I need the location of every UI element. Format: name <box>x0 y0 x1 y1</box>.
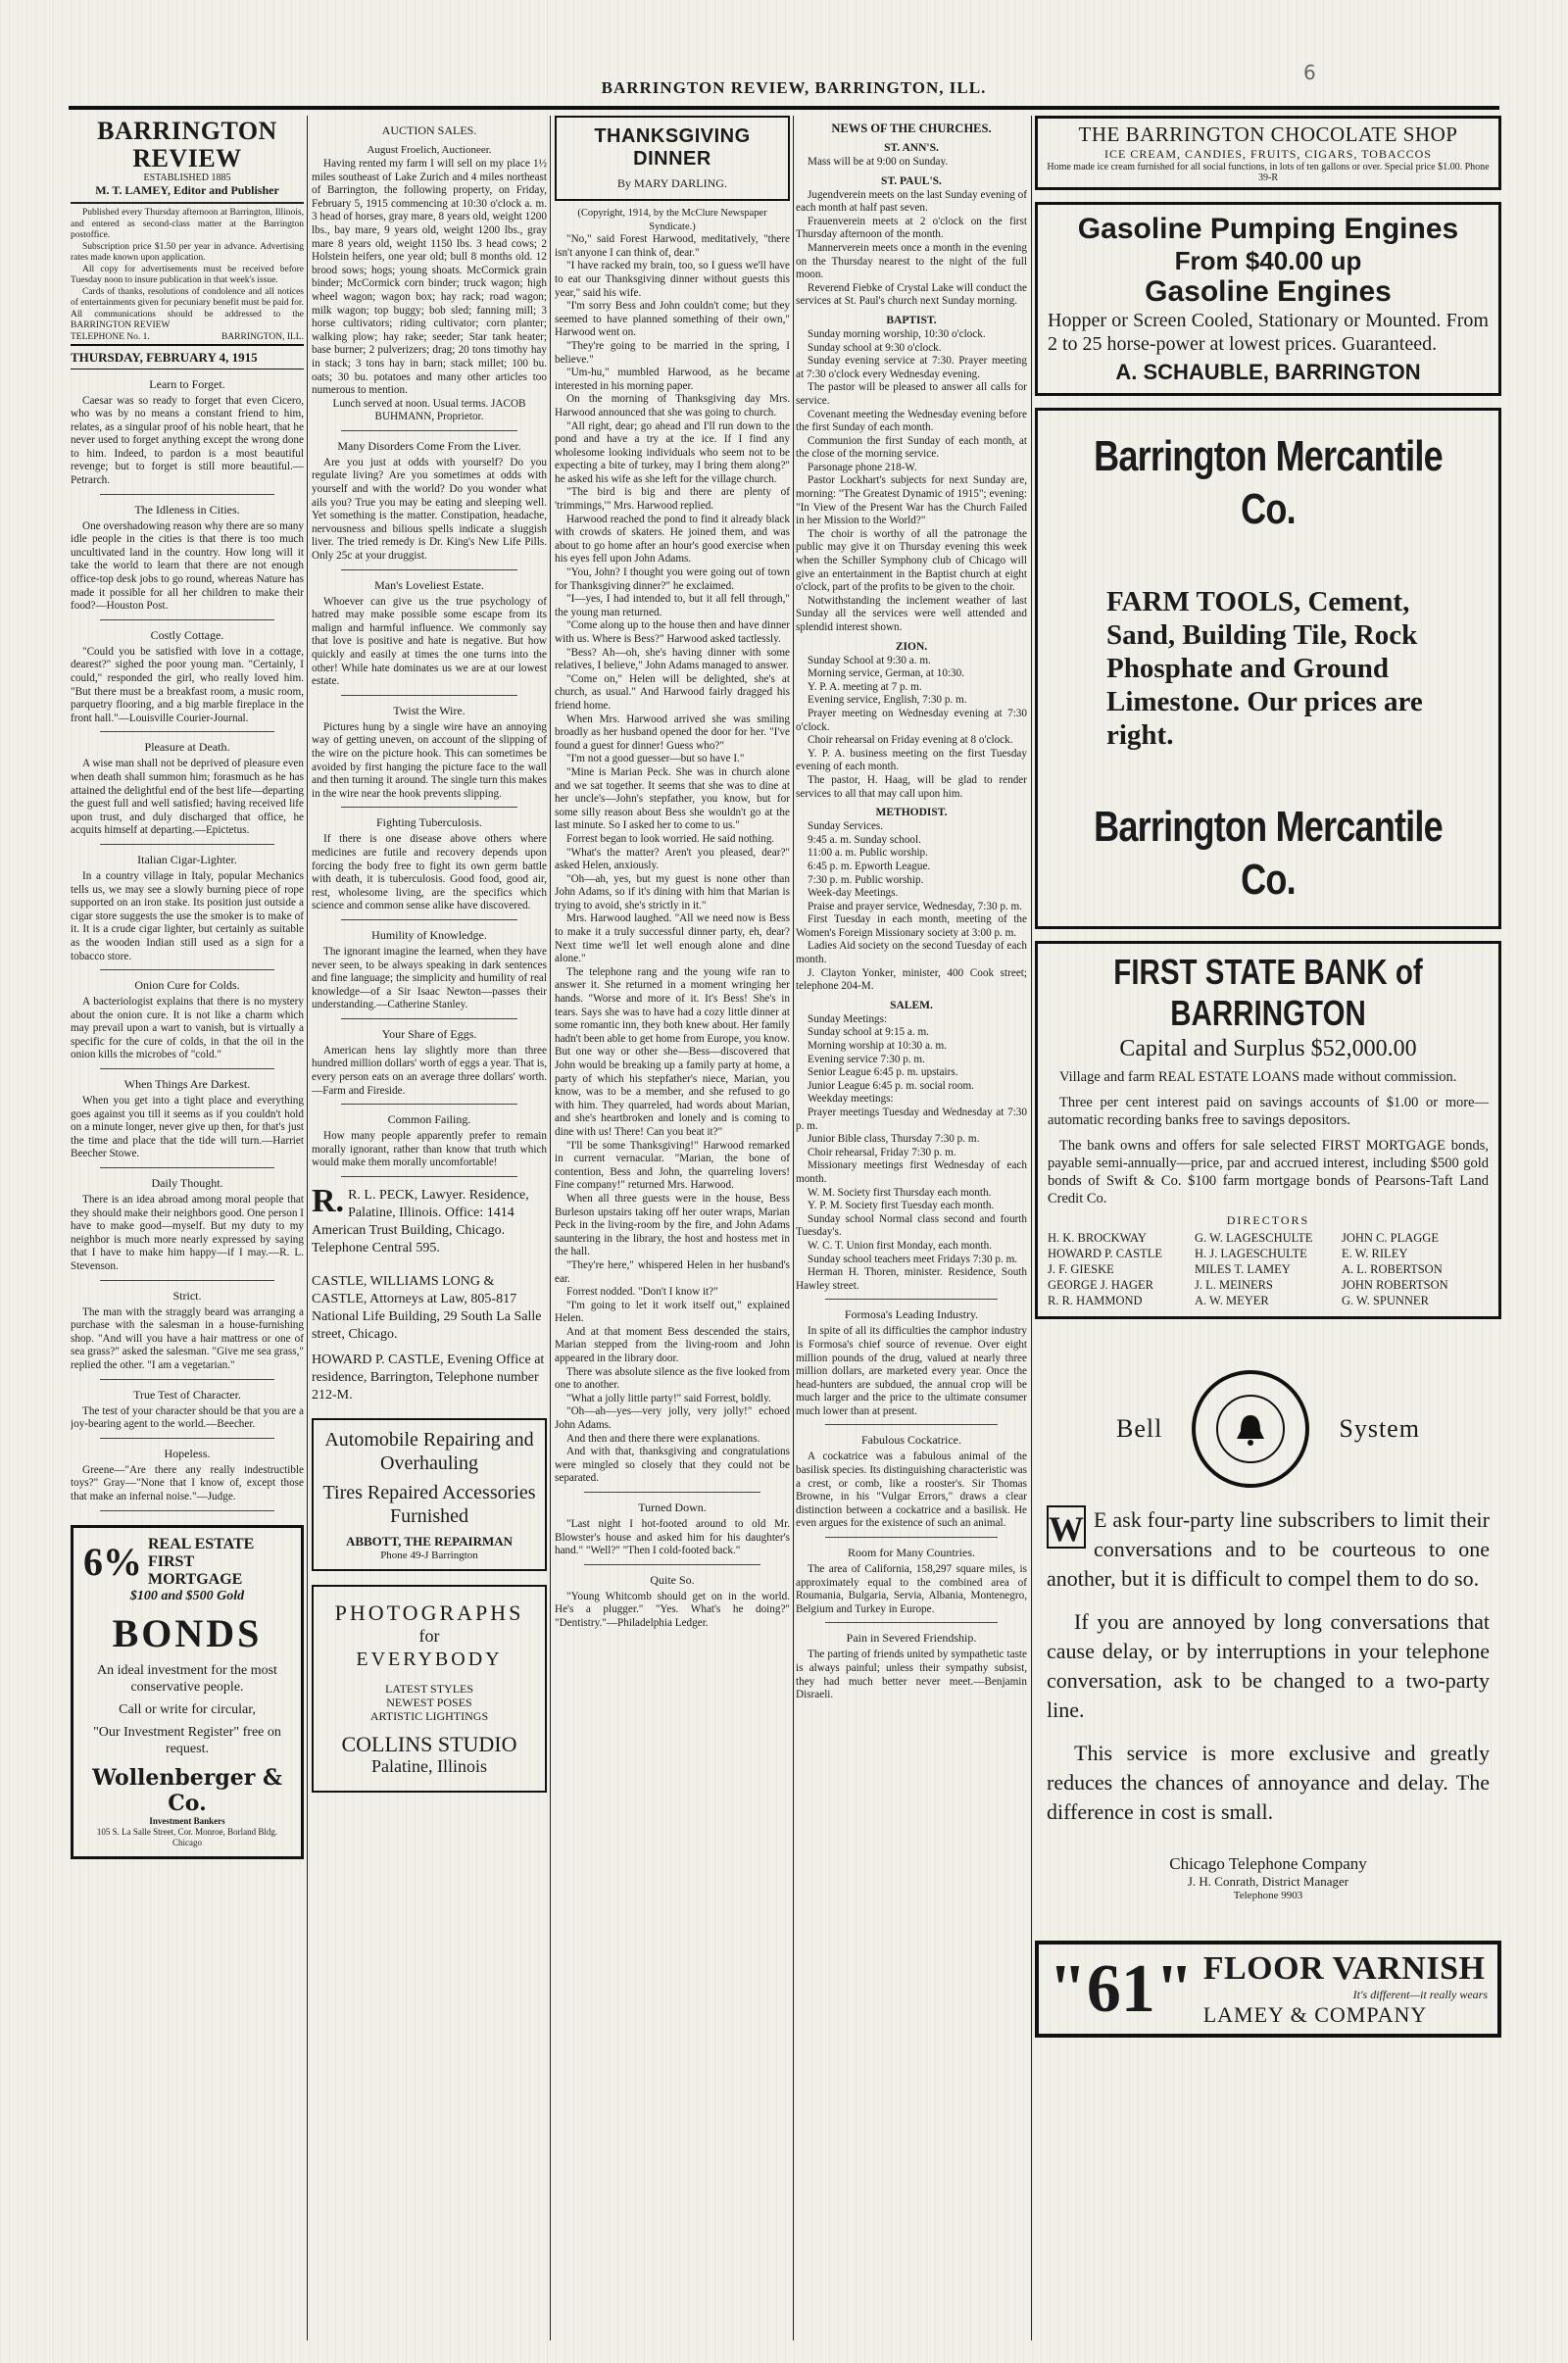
article-separator <box>341 1176 517 1177</box>
gas-heading-2: Gasoline Engines <box>1145 275 1392 308</box>
story-paragraph: "I'm going to let it work itself out," explained Helen. <box>555 1299 790 1325</box>
mercantile-ad <box>1035 408 1501 929</box>
bell-row <box>1035 1370 1501 1488</box>
bell-text-3: This service is more exclusive and greatly reduces the chances of annoyance and delay. The difference in cost is small. <box>1047 1741 1490 1824</box>
masthead-published: Published every Thursday afternoon at Barrington, Illinois, and entered as second-class matter at the Barrington postoffice. <box>71 208 304 240</box>
photo-ad-line-1: LATEST STYLES <box>384 1682 474 1697</box>
masthead-copy-note: All copy for advertisements must be received before Tuesday noon to insure publication in that week's issue. <box>71 264 304 285</box>
article-separator <box>100 1510 274 1511</box>
mercantile-body: FARM TOOLS, Cement, Sand, Building Tile, Rock Phosphate and Ground Limestone. Our prices are right. <box>1106 586 1423 751</box>
church-notice: Missionary meetings first Wednesday of each month. <box>796 1159 1027 1185</box>
church-sections <box>796 142 1027 1293</box>
bank-director: GEORGE J. HAGER <box>1048 1278 1153 1292</box>
church-notice: Y. P. M. Society first Tuesday each month. <box>808 1200 995 1212</box>
church-notice: Senior League 6:45 p. m. upstairs. <box>808 1066 958 1079</box>
story-paragraph: And then and there there were explanations. <box>566 1432 760 1445</box>
bonds-ad <box>71 1525 304 1859</box>
article-heading: Pleasure at Death. <box>144 740 230 755</box>
article-separator <box>100 619 274 620</box>
bank-director: E. W. RILEY <box>1342 1247 1408 1260</box>
church-name: METHODIST. <box>875 807 948 819</box>
article-body: The man with the straggly beard was arranging a purchase with the salesman in a house-furnishing shop. "And will you have a hair mattress or one of sea grass?" asked the salesman. "Give me sea grass," replied the other. "I am a vegetarian." <box>71 1305 304 1371</box>
church-notice: Prayer meeting on Wednesday evening at 7:30 o'clock. <box>796 707 1027 733</box>
bank-director: H. J. LAGESCHULTE <box>1195 1247 1307 1260</box>
story-paragraph: And with that, thanksgiving and congratulations were mingled so closely that they could not be separated. <box>555 1446 790 1485</box>
gas-price: From $40.00 up <box>1174 246 1362 275</box>
church-notice: W. C. T. Union first Monday, each month. <box>808 1239 992 1252</box>
bank-capital: Capital and Surplus $52,000.00 <box>1119 1036 1417 1061</box>
story-paragraph: "Come on," Helen will be delighted, she's at church, as usual." And Harwood fairly dragged his friend home. <box>555 672 790 712</box>
mercantile-name-bottom: Barrington Mercantile Co. <box>1094 803 1443 904</box>
church-notice: Frauenverein meets at 2 o'clock on the first Thursday afternoon of the month. <box>796 215 1027 241</box>
chocolate-shop-ad <box>1035 116 1501 190</box>
bonds-text-1: An ideal investment for the most conservative people. <box>97 1662 277 1695</box>
church-notice: Week-day Meetings. <box>808 887 899 900</box>
bonds-firm-sub: Investment Bankers <box>149 1815 225 1826</box>
article-heading: Hopeless. <box>164 1446 211 1460</box>
story-header <box>555 116 790 201</box>
system-word: System <box>1339 1414 1420 1443</box>
article-separator <box>584 1492 760 1493</box>
varnish-ad <box>1035 1941 1501 2038</box>
article-heading: Learn to Forget. <box>149 376 225 391</box>
story-body <box>555 233 790 1486</box>
article-separator <box>825 1424 998 1425</box>
article-heading: Fabulous Cockatrice. <box>861 1433 961 1448</box>
bonds-text-3: "Our Investment Register" free on request. <box>93 1724 281 1756</box>
bell-dropcap: W <box>1047 1505 1086 1549</box>
church-notice: Notwithstanding the inclement weather of last Sunday all the services were well attended and splendid interest shown. <box>796 594 1027 633</box>
masthead-cards: Cards of thanks, resolutions of condolence and all notices of entertainments given for pecuniary benefit must be paid for. <box>71 286 304 308</box>
bell-word: Bell <box>1116 1414 1163 1443</box>
varnish-text <box>1203 1950 1488 2028</box>
story-title: THANKSGIVING DINNER <box>594 125 751 170</box>
church-notice: The choir is worthy of all the patronage the public may give it on Thursday evening this week when the Schiller Symphony club of Chicago will give an entertainment in the Baptist church at eight o'clock, part of the profits to be given to the choir. <box>796 527 1027 594</box>
bank-director: J. L. MEINERS <box>1195 1278 1273 1292</box>
article-heading: Common Failing. <box>387 1112 471 1127</box>
bank-text-3: The bank owns and offers for sale selected FIRST MORTGAGE bonds, payable semi-annually—price, par and accrued interest, including $500 gold bonds of Swift & Co. $100 farm mortgage bonds of Pearsons-Taft Land Credit Co. <box>1048 1138 1489 1206</box>
article-separator <box>100 844 274 845</box>
card-peck-initial: R. <box>312 1183 345 1220</box>
masthead-title: BARRINGTON REVIEW <box>97 117 277 172</box>
photo-ad-line-3: ARTISTIC LIGHTINGS <box>369 1709 489 1724</box>
church-name: ST. PAUL'S. <box>881 174 942 187</box>
church-notice: 7:30 p. m. Public worship. <box>808 873 924 886</box>
church-notice: Sunday school at 9:30 o'clock. <box>808 341 942 354</box>
article-body: How many people apparently prefer to remain morally ignorant, rather than know that truth which would make them morally uncomfortable! <box>312 1130 547 1169</box>
article-heading: When Things Are Darkest. <box>123 1077 251 1092</box>
auto-repair-phone: Phone 49-J Barrington <box>380 1550 478 1562</box>
church-notice: The pastor, H. Haag, will be glad to render services to all that may call upon him. <box>796 773 1027 800</box>
church-notice: Morning worship at 10:30 a. m. <box>808 1040 948 1053</box>
article-separator <box>100 494 274 495</box>
article-heading: Formosa's Leading Industry. <box>844 1307 979 1322</box>
gas-text: Hopper or Screen Cooled, Stationary or Mounted. From 2 to 25 horse-power at lowest prices. Guaranteed. <box>1048 310 1489 355</box>
story-paragraph: "What's the matter? Aren't you pleased, dear?" asked Helen, anxiously. <box>555 846 790 872</box>
article-heading: Onion Cure for Colds. <box>134 978 240 993</box>
filler-body: "Last night I hot-footed around to old Mr. Blowster's house and asked him for his daughter's hand." "Well?" "Then I cold-footed back." <box>555 1518 790 1557</box>
story-paragraph: "They're here," whispered Helen in her husband's ear. <box>555 1258 790 1285</box>
story-paragraph: When Mrs. Harwood arrived she was smiling broadly as her husband opened the door for her. "I've found a guest for dinner! Guess who?" <box>555 713 790 752</box>
story-paragraph: "Come along up to the house then and have dinner with us. Where is Bess?" Harwood asked tactlessly. <box>555 619 790 645</box>
article-heading: The Idleness in Cities. <box>134 502 240 517</box>
church-notice: W. M. Society first Thursday each month. <box>808 1186 992 1199</box>
masthead-telephone: TELEPHONE No. 1. <box>71 331 150 342</box>
filler-heading: Turned Down. <box>638 1501 707 1514</box>
bank-director: R. R. HAMMOND <box>1048 1294 1143 1307</box>
church-notice: Weekday meetings: <box>808 1093 894 1106</box>
church-notice: J. Clayton Yonker, minister, 400 Cook street; telephone 204-M. <box>796 966 1027 993</box>
bonds-address: 105 S. La Salle Street, Cor. Monroe, Borland Bldg. Chicago <box>96 1826 278 1847</box>
article-heading: Humility of Knowledge. <box>371 927 487 942</box>
article-heading: Daily Thought. <box>151 1176 223 1191</box>
article-body: A cockatrice was a fabulous animal of the basilisk species. Its distinguishing characteristic was a crest, or comb, like a rooster's. Sir Thomas Browne, in his "Vulgar Errors," draws a clear distinction between a cockatrice and a basilisk. He even argues for the existence of such an animal. <box>796 1451 1027 1530</box>
church-notice: Parsonage phone 218-W. <box>808 461 917 473</box>
bank-text-2: Three per cent interest paid on savings accounts of $1.00 or more—automatic recording banks free to savings depositors. <box>1048 1095 1489 1128</box>
mercantile-name-top: Barrington Mercantile Co. <box>1094 432 1443 533</box>
photo-ad-line-2: NEWEST POSES <box>386 1696 472 1710</box>
article-body: The area of California, 158,297 square miles, is approximately equal to the combined area of Roumania, Bulgaria, Servia, Albania, Montenegro, Belgium and Turkey in Europe. <box>796 1563 1027 1615</box>
story-copyright: (Copyright, 1914, by the McClure Newspaper Syndicate.) <box>577 208 767 232</box>
column-2 <box>312 116 547 2340</box>
church-notice: Sunday school Normal class second and fourth Tuesday's. <box>796 1212 1027 1239</box>
church-notice: Reverend Fiebke of Crystal Lake will conduct the services at St. Paul's church next Sunday morning. <box>796 281 1027 308</box>
story-paragraph: "I'm not a good guesser—but so have I." <box>566 753 745 765</box>
article-body: In a country village in Italy, popular Mechanics tells us, we may see a slowly burning piece of rope supported on an iron stake. Its position just outside a cigar store suggests the use the smoker is to make of it. It is a crude cigar lighter, but certainly as suitable as the wooden Indian still used as a sign for a tobacco store. <box>71 869 304 962</box>
bonds-denominations: $100 and $500 Gold <box>129 1588 245 1603</box>
bonds-heading: BONDS <box>112 1610 263 1655</box>
column-rule <box>307 116 308 2340</box>
photo-ad-city: Palatine, Illinois <box>371 1756 487 1777</box>
church-notice: 11:00 a. m. Public worship. <box>808 847 928 860</box>
column-2-articles <box>312 123 547 1177</box>
church-notice: Covenant meeting the Wednesday evening before the first Sunday of each month. <box>796 408 1027 434</box>
story-paragraph: "The bird is big and there are plenty of 'trimmings,'" Mrs. Harwood replied. <box>555 486 790 513</box>
bonds-firm: Wollenberger & Co. <box>92 1764 282 1816</box>
church-notice: Choir rehearsal on Friday evening at 8 o'clock. <box>808 734 1013 747</box>
bell-text-1 <box>1035 1505 1501 1594</box>
photo-ad-studio: COLLINS STUDIO <box>341 1732 517 1757</box>
bell-seal-inner <box>1216 1395 1285 1463</box>
article-separator <box>341 430 517 431</box>
article-heading: True Test of Character. <box>133 1387 241 1402</box>
photo-ad-for: for <box>418 1626 440 1647</box>
masthead-subscription: Subscription price $1.50 per year in advance. Advertising rates made known upon application. <box>71 241 304 263</box>
article-body: Are you just at odds with yourself? Do you regulate living? Are you sometimes at odds with yourself and with the world? Do you wonder what ails you? True you may be eating and sleeping well. Yet something is the matter. Constipation, headache, nervousness and bilious spells indicate a sluggish liver. The tried remedy is Dr. King's New Life Pills. Only 25c at your druggist. <box>312 456 547 563</box>
story-paragraph: Mrs. Harwood laughed. "All we need now is Bess to make it a truly successful dinner party, eh, dear? Next time we'll let well enough alone and dine alone." <box>555 912 790 965</box>
article-heading: Man's Loveliest Estate. <box>374 577 484 592</box>
article-separator <box>341 1018 517 1019</box>
church-notice: Evening service 7:30 p. m. <box>808 1053 925 1065</box>
article-separator <box>341 695 517 696</box>
column-4 <box>796 116 1027 2340</box>
article-body: Caesar was so ready to forget that even Cicero, who was by no means a constant friend to him, relates, as a singular proof of his noble heart, that he never used to forget anything except the wrong done to him. Indeed, to pardon is a most beautiful revenge; but to forget is still more beautiful.—Petrarch. <box>71 394 304 487</box>
varnish-tagline: It's different—it really wears <box>1352 1988 1488 2001</box>
article-separator <box>584 1564 760 1565</box>
article-body: The ignorant imagine the learned, when they have never seen, to be always speaking in dark sentences and fine language; the simplicity and humility of real knowledge—of a Sir Isaac Newton—passes their understanding.—Catherine Stanley. <box>312 945 547 1011</box>
article-body: If there is one disease above others where medicines are futile and recovery depends upon forcing the body free to fight its own germ battle with death, it is tuberculosis. Good food, good air, rest, wholesome living, are the specifics which science and common sense alike have discovered. <box>312 833 547 912</box>
column-1-articles <box>71 377 304 1511</box>
church-name: BAPTIST. <box>886 314 937 326</box>
column-4-misc <box>796 1299 1027 1701</box>
masthead-address: All communications should be addressed to the BARRINGTON REVIEW <box>71 309 304 330</box>
filler-heading: Quite So. <box>650 1572 695 1587</box>
article-body: The parting of friends united by sympathetic taste is always painful; unless their sympathy subsist, they had much better never meet.—Benjamin Disraeli. <box>796 1649 1027 1701</box>
masthead-contact <box>71 332 304 346</box>
church-notice: Sunday evening service at 7:30. Prayer meeting at 7:30 o'clock every Wednesday evening. <box>796 355 1027 380</box>
church-name: ZION. <box>895 640 928 653</box>
column-5 <box>1035 116 1501 2340</box>
bonds-ad-top <box>83 1536 291 1589</box>
folio-number: 6 <box>1303 61 1316 84</box>
article-separator <box>100 1280 274 1281</box>
story-paragraph: "I'll be some Thanksgiving!" Harwood remarked in current vernacular. "Marian, the bone of contention, Bess and John, the quarreling lovers! Fine company!" returned Mrs. Harwood. <box>555 1139 790 1192</box>
story-paragraph: "Um-hu," mumbled Harwood, as he became interested in his morning paper. <box>555 367 790 392</box>
church-notice: Praise and prayer service, Wednesday, 7:30 p. m. <box>808 900 1023 912</box>
bank-name: FIRST STATE BANK of BARRINGTON <box>1113 952 1423 1033</box>
story-paragraph: "Oh—ah, yes, but my guest is none other than John Adams, so if it's dining with him that Marian is trying to avoid, she's strictly in it." <box>555 872 790 911</box>
article-separator <box>825 1537 998 1538</box>
story-paragraph: "All right, dear; go ahead and I'll run down to the pond and have a try at the ice. If I find any wholesome looking individuals who seem not to be expecting a bite of turkey, may I bring them along?" he asked his wife as she left for the village church. <box>555 419 790 485</box>
church-notice: Choir rehearsal, Friday 7:30 p. m. <box>808 1146 956 1158</box>
masthead <box>71 118 304 369</box>
story-byline: By MARY DARLING. <box>617 176 727 190</box>
article-separator <box>100 1379 274 1380</box>
bank-directors <box>1048 1230 1489 1308</box>
bonds-line-2: FIRST MORTGAGE <box>148 1552 243 1588</box>
church-notice: 9:45 a. m. Sunday school. <box>808 833 921 846</box>
story-paragraph: The telephone rang and the young wife ran to answer it. She returned in a moment wringing her hands. "Worse and more of it. It's Bess! She's in tears. Says she was to have had a cozy little dinner at some romantic inn, they both knew about. Her family hadn't been able to get home from Europe, you know. But one way or other she—Bess—discovered that John would be breaking up a family party at home, a party of which his stepfather's niece, Marian, you know, was to be a member, and she refused to go with him. They quarreled, had words about Marian, and she's heartbroken and lonely and is coming to dine with us! There! Can you beat it?" <box>555 965 790 1138</box>
masthead-editor: M. T. LAMEY, Editor and Publisher <box>95 183 279 197</box>
gasoline-engines-ad <box>1035 202 1501 396</box>
bank-director: H. K. BROCKWAY <box>1048 1231 1147 1245</box>
card-castle-evening <box>312 1352 547 1404</box>
article-separator <box>341 807 517 808</box>
article-separator <box>100 1068 274 1069</box>
story-paragraph: And at that moment Bess descended the stairs, Marian stepped from the living-room and John appeared in the library door. <box>555 1325 790 1365</box>
church-notice: Sunday Services. <box>808 820 884 833</box>
story-paragraph: "Mine is Marian Peck. She was in church alone and we sat together. It seems that she was to dine at her uncle's—John's stepfather, you know, but for some silly reason about Bess she wouldn't go at the last minute. So I asked her to come to us." <box>555 765 790 832</box>
church-notice: Herman H. Thoren, minister. Residence, South Hawley street. <box>796 1266 1027 1292</box>
church-notice: Mass will be at 9:00 on Sunday. <box>808 156 949 168</box>
article-body: Whoever can give us the true psychology of hatred may make possible some escape from its malign and harmful influence. We commonly say that love is positive and hate is negative. But how quickly and easily at times the one turns into the other! While hate dominates us we are at our lowest estate. <box>312 595 547 688</box>
column-3 <box>555 116 790 2340</box>
bank-director: HOWARD P. CASTLE <box>1048 1247 1163 1260</box>
masthead-city: BARRINGTON, ILL. <box>220 331 304 342</box>
chocolate-shop-goods: ICE CREAM, CANDIES, FRUITS, CIGARS, TOBACCOS <box>1104 147 1432 161</box>
church-notice: Sunday morning worship, 10:30 o'clock. <box>808 327 986 340</box>
story-paragraph: On the morning of Thanksgiving day Mrs. Harwood announced that she was going to church. <box>555 393 790 418</box>
church-notice: Sunday Meetings: <box>808 1012 888 1025</box>
auto-repair-name: ABBOTT, THE REPAIRMAN <box>345 1534 514 1550</box>
article-heading: Strict. <box>172 1288 202 1303</box>
bank-directors-heading: DIRECTORS <box>1226 1213 1310 1227</box>
church-notice: Y. P. A. business meeting on the first Tuesday evening of each month. <box>796 747 1027 773</box>
column-1 <box>71 116 304 2340</box>
article-separator <box>825 1622 998 1623</box>
story-paragraph: Forrest began to look worried. He said nothing. <box>566 832 775 845</box>
story-paragraph: "You, John? I thought you were going out of town for Thanksgiving dinner?" he exclaimed. <box>555 566 790 592</box>
auto-repair-ad <box>312 1418 547 1571</box>
bell-text-2: If you are annoyed by long conversations that cause delay, or by interruptions in your telephone conversation, ask to be changed to a two-party line. <box>1047 1609 1490 1722</box>
masthead-established: ESTABLISHED 1885 <box>143 172 231 183</box>
bank-director: JOHN ROBERTSON <box>1342 1278 1448 1292</box>
column-rule <box>793 116 794 2340</box>
article-heading: Room for Many Countries. <box>848 1546 975 1560</box>
filler-body: "Young Whitcomb should get on in the world. He's a plugger." "Yes. What's he doing?" "Dentistry."—Philadelphia Ledger. <box>555 1590 790 1629</box>
bank-director: G. W. SPUNNER <box>1342 1294 1429 1307</box>
story-paragraph: There was absolute silence as the five looked from one to another. <box>555 1365 790 1392</box>
article-heading: Your Share of Eggs. <box>381 1026 477 1041</box>
bonds-line-1: REAL ESTATE <box>148 1535 255 1552</box>
story-paragraph: "I have racked my brain, too, so I guess we'll have to eat our Thanksgiving dinner without guests this year," said his wife. <box>555 260 790 299</box>
bell-text-1-body: E ask four-party line subscribers to limit their conversations and to be courteous to one another, but it is difficult to compel them to do so. <box>1047 1507 1490 1591</box>
article-separator <box>341 569 517 570</box>
church-notice: Pastor Lockhart's subjects for next Sunday are, morning: "The Greatest Dynamic of 1915"; evening: "In View of the Present War has the Church Failed in her Mission to the World?" <box>796 474 1027 527</box>
church-notice: Communion the first Sunday of each month, at the close of the morning service. <box>796 434 1027 461</box>
top-rule <box>69 106 1499 110</box>
church-notice: Junior Bible class, Thursday 7:30 p. m. <box>808 1133 980 1146</box>
church-notice: Ladies Aid society on the second Tuesday of each month. <box>796 940 1027 966</box>
bank-ad <box>1035 941 1501 1319</box>
article-separator <box>100 1438 274 1439</box>
gas-signature: A. SCHAUBLE, BARRINGTON <box>1115 360 1421 384</box>
bank-director: G. W. LAGESCHULTE <box>1195 1231 1313 1245</box>
bell-telephone: Telephone 9903 <box>1233 1890 1303 1901</box>
photo-ad-everybody: EVERYBODY <box>356 1649 503 1671</box>
running-head: BARRINGTON REVIEW, BARRINGTON, ILL. <box>601 78 987 97</box>
church-notice: Jugendverein meets on the last Sunday evening of each month at half past seven. <box>796 188 1027 215</box>
column-rule <box>1031 116 1032 2340</box>
article-heading: AUCTION SALES. <box>381 123 477 137</box>
churches-title: NEWS OF THE CHURCHES. <box>831 122 992 135</box>
bank-director: J. F. GIESKE <box>1048 1262 1114 1276</box>
article-body: Having rented my farm I will sell on my place 1½ miles southeast of Lake Zurich and 4 miles northeast of Barrington, the following property, on Friday, February 5, 1915 commencing at 10:30 o'clock a. m. 3 head of horses, gray mare, 8 years old, weight 1200 lbs., bay mare, 9 years old, weight 1200 lbs., gray mare 8 years old, weight 1150 lbs. 3 head cows; 2 Holstein heifers, one year old; bull 8 months old. 12 brood sows; hogs; young shoats. McCormick grain binder; McCormick corn binder; truck wagon; high wheel wagon; wagon box; hay rack; road wagon; milk wagon; top buggy; bob sled; fanning mill; 3 horse cultivators; riding cultivator; corn planter; walking plow; hay rake; seeder; Star tank heater; base burner; 2 pulverizers; drag; 20 tons timothy hay in stack; 3 tons hay in barn; stack millet; 100 bu. oats; 30 bu. potatoes and many other articles too numerous to mention. <box>312 158 547 397</box>
article-body: Pictures hung by a single wire have an annoying way of getting uneven, on account of the slipping of the wire on the picture hook. This can sometimes be avoided by first hanging the picture face to the wall and then turning it around. The single turn this makes in the wire near the hook prevents slipping. <box>312 720 547 800</box>
article-heading: Twist the Wire. <box>393 703 466 717</box>
article-separator <box>341 919 517 920</box>
article-body: There is an idea abroad among moral people that they should make their neighbors good. One person I have to make good—myself. But my duty to my neighbor is much more nearly expressed by saying that I have to make him happy—if I may.—R. L. Stevenson. <box>71 1194 304 1272</box>
church-notice: Morning service, German, at 10:30. <box>808 667 965 680</box>
story-paragraph: "Oh—ah—yes—very jolly, very jolly!" echoed John Adams. <box>555 1405 790 1432</box>
article-separator <box>341 1104 517 1105</box>
gas-heading-1: Gasoline Pumping Engines <box>1077 213 1459 245</box>
card-peck <box>312 1183 547 1257</box>
article-body: A wise man shall not be deprived of pleasure even when death shall summon him; forasmuch as he has attained the delightful end of the best life—departing the guest full and well satisfied; having received life upon trust, and duly discharged that office, he acquits himself at departing.—Epictetus. <box>71 758 304 837</box>
bonds-percent: 6% <box>83 1539 142 1584</box>
article-separator <box>100 1167 274 1168</box>
bell-ad <box>1035 1331 1501 1901</box>
church-notice: The pastor will be pleased to answer all calls for service. <box>796 381 1027 407</box>
article-heading: Italian Cigar-Lighter. <box>137 852 237 866</box>
article-subheading: August Froelich, Auctioneer. <box>367 144 492 156</box>
bell-manager: J. H. Conrath, District Manager <box>1187 1874 1349 1889</box>
article-body: "Could you be satisfied with love in a cottage, dearest?" sighed the poor young man. "Certainly, I could," responded the girl, who really loved him. "But there must be a breakfast room, a music room, parquetry flooring, and a big marble fireplace in the front hall."—Louisville Courier-Journal. <box>71 645 304 724</box>
bank-director: A. L. ROBERTSON <box>1342 1262 1443 1276</box>
article-body: One overshadowing reason why there are so many idle people in the cities is that there is too much uncultivated land in the country. How long will it take the world to learn that there are not enough office-top desk jobs to go round, whereas Nature has made it possible for all her children to make their food?—Houston Post. <box>71 519 304 613</box>
bank-director: JOHN C. PLAGGE <box>1342 1231 1439 1245</box>
article-closing: Lunch served at noon. Usual terms. JACOB BUHMANN, Proprietor. <box>332 397 526 423</box>
bank-text-1: Village and farm REAL ESTATE LOANS made without commission. <box>1059 1069 1457 1085</box>
photo-ad <box>312 1585 547 1793</box>
article-body: When you get into a tight place and everything goes against you till it seems as if you couldn't hold on a minute longer, never give up then, for that's just the time and place that the tide will turn.—Harriet Beecher Stowe. <box>71 1095 304 1160</box>
story-fillers <box>555 1492 790 1631</box>
bell-seal-icon <box>1192 1370 1309 1488</box>
article-body: In spite of all its difficulties the camphor industry is Formosa's chief source of revenue. Over eight million pounds of the drug, valued at nearly three million dollars, are marketed every year. Once the head-hunters are subdued, the annual crop will be much larger and the price to the ultimate consumer much lower than at present. <box>796 1325 1027 1417</box>
story-paragraph: Harwood reached the pond to find it already black with crowds of skaters. He joined them, and was about to go home after an hour's good exercise when his eyes fell upon John Adams. <box>555 513 790 566</box>
story-paragraph: "What a jolly little party!" said Forrest, boldly. <box>566 1392 771 1404</box>
photo-ad-heading: PHOTOGRAPHS <box>334 1600 524 1626</box>
story-paragraph: "Bess? Ah—oh, she's having dinner with some relatives, I believe," John Adams managed to answer. <box>555 646 790 672</box>
article-heading: Fighting Tuberculosis. <box>375 815 483 830</box>
varnish-company: LAMEY & COMPANY <box>1202 2002 1428 2027</box>
article-heading: Costly Cottage. <box>150 627 224 642</box>
story-paragraph: When all three guests were in the house, Bess Burleson upstairs taking off her outer wraps, Marian Peck in the living-room by the fire, and John Adams sauntering in the library, the host and hostess met in the hall. <box>555 1192 790 1258</box>
article-body: A bacteriologist explains that there is no mystery about the onion cure. It is not like a charm which may prevail upon a wart to vanish, but is virtually a specific for the cure of colds, in that the oil in the onion kills the microbes of "cold." <box>71 996 304 1061</box>
story-paragraph: "I—yes, I had intended to, but it all fell through," the young man returned. <box>555 593 790 618</box>
story-paragraph: "They're going to be married in the spring, I believe." <box>555 339 790 366</box>
auto-repair-line-2: Tires Repaired Accessories Furnished <box>322 1482 536 1528</box>
article-body: American hens lay slightly more than three hundred million dollars' worth of eggs a year. That is, every person eats on an average three dollars' worth.—Farm and Fireside. <box>312 1044 547 1097</box>
column-rule <box>550 116 551 2340</box>
church-notice: Mannerverein meets once a month in the evening on the Thursday nearest to the night of the full moon. <box>796 241 1027 281</box>
church-notice: Prayer meetings Tuesday and Wednesday at 7:30 p. m. <box>796 1107 1027 1132</box>
card-castle-evening-text: HOWARD P. CASTLE, Evening Office at residence, Barrington, Telephone number 212-M. <box>312 1353 545 1403</box>
church-notice: Sunday School at 9:30 a. m. <box>808 654 931 666</box>
church-notice: Sunday school at 9:15 a. m. <box>808 1026 929 1039</box>
issue-date: THURSDAY, FEBRUARY 4, 1915 <box>71 350 304 369</box>
bell-company: Chicago Telephone Company <box>1169 1854 1367 1873</box>
bank-director: MILES T. LAMEY <box>1195 1262 1291 1276</box>
article-heading: Pain in Severed Friendship. <box>846 1631 977 1646</box>
article-separator <box>100 969 274 970</box>
article-body: The test of your character should be that you are a joy-bearing agent to the world.—Beecher. <box>71 1404 304 1431</box>
bell-icon <box>1231 1409 1270 1449</box>
article-heading: Many Disorders Come From the Liver. <box>337 438 521 453</box>
article-body: Greene—"Are there any really indestructible toys?" Gray—"None that I know of, except those that make an infernal noise."—Judge. <box>71 1463 304 1502</box>
bonds-text-2: Call or write for circular, <box>119 1701 256 1717</box>
bonds-kind <box>148 1536 291 1589</box>
article-separator <box>825 1299 998 1300</box>
bank-director: A. W. MEYER <box>1195 1294 1269 1307</box>
church-notice: Evening service, English, 7:30 p. m. <box>808 694 967 707</box>
church-notice: Junior League 6:45 p. m. social room. <box>808 1079 974 1092</box>
card-castle-text: CASTLE, WILLIAMS LONG & CASTLE, Attorneys at Law, 805-817 National Life Building, 29 South La Salle street, Chicago. <box>312 1274 542 1343</box>
article-separator <box>100 731 274 732</box>
story-paragraph: "No," said Forest Harwood, meditatively, "there isn't anyone I can think of, dear." <box>555 233 790 259</box>
church-name: ST. ANN'S. <box>884 142 939 154</box>
church-notice: Y. P. A. meeting at 7 p. m. <box>808 680 922 693</box>
story-paragraph: Forrest nodded. "Don't I know it?" <box>566 1286 718 1299</box>
varnish-name: FLOOR VARNISH <box>1202 1950 1486 1987</box>
varnish-number: "61" <box>1049 1950 1194 2027</box>
church-notice: 6:45 p. m. Epworth League. <box>808 860 931 872</box>
chocolate-shop-name: THE BARRINGTON CHOCOLATE SHOP <box>1078 123 1458 146</box>
church-notice: First Tuesday in each month, meeting of the Women's Foreign Missionary society at 3:00 p. m. <box>796 913 1027 939</box>
card-peck-text: R. L. PECK, Lawyer. Residence, Palatine, Illinois. Office: 1414 American Trust Building, Chicago. Telephone Central 595. <box>312 1188 529 1256</box>
church-name: SALEM. <box>890 999 933 1011</box>
church-notice: Sunday school teachers meet Fridays 7:30 p. m. <box>808 1253 1018 1265</box>
story-paragraph: "I'm sorry Bess and John couldn't come; but they seemed to have planned something of their own," Harwood went on. <box>555 300 790 339</box>
card-castle <box>312 1267 547 1344</box>
chocolate-shop-note: Home made ice cream furnished for all social functions, in lots of ten gallons or over. Special price $1.00. Phone 39-R <box>1047 162 1490 183</box>
auto-repair-line-1: Automobile Repairing and Overhauling <box>324 1429 534 1475</box>
